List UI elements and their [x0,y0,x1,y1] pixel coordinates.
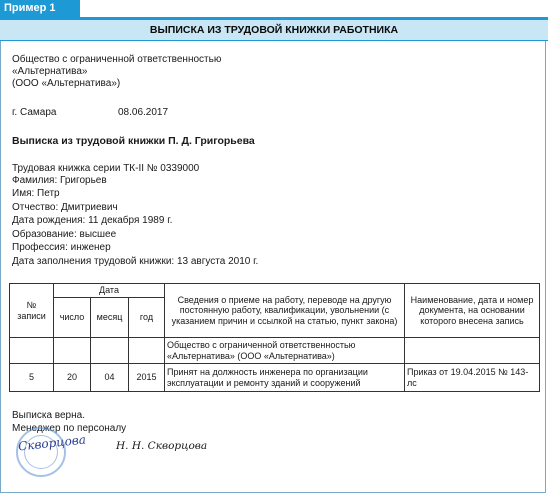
org-row-empty [91,338,129,364]
row-month: 04 [91,364,129,392]
certified-correct: Выписка верна. [12,410,85,421]
header-document: Наименование, дата и номер документа, на основании которого внесена запись [405,284,540,338]
document-title: ВЫПИСКА ИЗ ТРУДОВОЙ КНИЖКИ РАБОТНИКА [0,19,548,41]
org-row-empty [405,338,540,364]
org-row-empty [10,338,54,364]
signature-scrawl: Скворцова [17,432,87,454]
org-row-text: Общество с ограниченной ответственностью «Альтернатива» (ООО «Альтернатива») [165,338,405,364]
header-month: месяц [91,298,129,338]
hr-manager-title: Менеджер по персоналу [12,423,127,434]
org-name-line3: (ООО «Альтернатива») [12,78,121,89]
org-name-line1: Общество с ограниченной ответственностью [12,54,222,65]
example-tab: Пример 1 [0,0,80,17]
row-year: 2015 [129,364,165,392]
org-row-empty [129,338,165,364]
header-day: число [54,298,91,338]
field-workbook-series: Трудовая книжка серии ТК-II № 0339000 [12,163,200,174]
header-record-number: № записи [10,284,54,338]
excerpt-heading: Выписка из трудовой книжки П. Д. Григорьева [12,135,255,147]
field-profession: Профессия: инженер [12,242,111,253]
city: г. Самара [12,107,57,118]
header-date: Дата [54,284,165,298]
row-record-number: 5 [10,364,54,392]
header-employment-info: Сведения о приеме на работу, переводе на другую постоянную работу, квалификации, увольнении (с указанием причин и ссылкой на статью, пункт закона) [165,284,405,338]
document-date: 08.06.2017 [118,107,169,118]
row-document: Приказ от 19.04.2015 № 143-лс [405,364,540,392]
signatory-name: Н. Н. Скворцова [116,440,208,452]
org-row-empty [54,338,91,364]
employment-table [9,283,540,392]
field-birth-date: Дата рождения: 11 декабря 1989 г. [12,215,173,226]
field-surname: Фамилия: Григорьев [12,175,107,186]
row-employment-info: Принят на должность инженера по организации эксплуатации и ремонту зданий и сооружений [165,364,405,392]
header-year: год [129,298,165,338]
field-education: Образование: высшее [12,229,117,240]
field-fill-date: Дата заполнения трудовой книжки: 13 августа 2010 г. [12,256,259,267]
row-day: 20 [54,364,91,392]
org-name-line2: «Альтернатива» [12,66,88,77]
field-name: Имя: Петр [12,188,60,199]
field-patronymic: Отчество: Дмитриевич [12,202,118,213]
